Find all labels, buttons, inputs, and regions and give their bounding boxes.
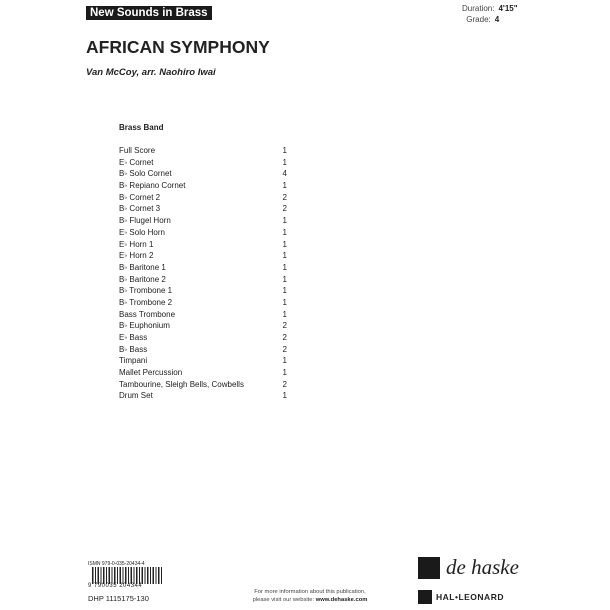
instrument-label: Cornet 3	[127, 204, 161, 214]
flat-icon: ♭	[124, 206, 128, 213]
instrument-row	[119, 227, 287, 239]
instrument-label: Full Score	[119, 146, 156, 155]
flat-icon: ♭	[124, 264, 128, 271]
instrument-qty: 2	[282, 321, 287, 331]
instrument-label: Baritone 1	[127, 262, 166, 272]
instrument-label: Bass	[127, 344, 148, 354]
instrument-qty: 1	[282, 356, 287, 366]
instrument-label: Timpani	[119, 356, 148, 366]
key-letter: B	[119, 181, 125, 191]
instrument-label: Horn 1	[127, 239, 154, 249]
flat-icon: ♭	[124, 218, 128, 225]
flat-icon: ♭	[124, 346, 128, 353]
instrument-row	[119, 250, 287, 262]
flat-icon: ♭	[124, 253, 128, 260]
instrument-qty: 1	[282, 157, 287, 167]
instrument-name	[119, 168, 172, 180]
instrument-label: Trombone 2	[127, 297, 173, 307]
instrument-name	[119, 332, 147, 344]
instrument-label: Baritone 2	[127, 274, 166, 284]
instrument-qty: 1	[282, 274, 287, 284]
instrument-label: Solo Horn	[127, 227, 165, 237]
section-heading: Brass Band	[119, 123, 164, 132]
distributor-name: HAL•LEONARD	[436, 592, 504, 602]
instrument-name	[119, 344, 147, 356]
flat-icon: ♭	[124, 229, 128, 236]
instrument-name	[119, 320, 170, 332]
instrument-row	[119, 309, 287, 321]
grade-value: 4	[494, 15, 500, 24]
instrument-row	[119, 390, 287, 402]
key-letter: B	[119, 216, 125, 226]
instrument-label: Trombone 1	[127, 286, 173, 296]
flat-icon: ♭	[124, 276, 128, 283]
key-letter: B	[119, 192, 125, 202]
flat-icon: ♭	[124, 241, 128, 248]
instrument-row	[119, 320, 287, 332]
instrument-label: Mallet Percussion	[119, 368, 183, 378]
flat-icon: ♭	[124, 335, 128, 341]
key-letter: B	[119, 286, 125, 296]
flat-icon: ♭	[124, 323, 128, 330]
instrument-row	[119, 367, 287, 379]
instrument-qty: 1	[282, 297, 287, 307]
flat-icon: ♭	[124, 171, 128, 178]
instrument-label: Bass Trombone	[119, 309, 176, 319]
instrument-qty: 2	[282, 333, 287, 342]
duration-value: 4'15"	[498, 4, 518, 13]
instrument-qty: 2	[282, 379, 287, 389]
instrument-row	[119, 285, 287, 297]
instrument-row	[119, 332, 287, 344]
instrument-label: Horn 2	[127, 251, 154, 261]
title: AFRICAN SYMPHONY	[86, 37, 270, 57]
key-letter: E	[119, 239, 125, 249]
instrument-label: Solo Cornet	[127, 169, 172, 179]
instrument-row	[119, 239, 287, 251]
instrument-name	[119, 157, 153, 169]
publisher-name: de haske	[446, 555, 519, 579]
key-letter: B	[119, 204, 125, 214]
key-letter: B	[119, 297, 125, 307]
key-letter: B	[119, 344, 125, 354]
duration-label: Duration:	[462, 4, 495, 13]
instrument-row	[119, 157, 287, 169]
instrument-name	[119, 250, 153, 262]
instrument-name	[119, 215, 171, 227]
instrument-qty: 2	[282, 204, 287, 214]
composer: Van McCoy, arr. Naohiro Iwai	[86, 67, 216, 78]
instrument-label: Flugel Horn	[127, 216, 171, 226]
instrument-name	[119, 297, 172, 309]
instrument-label: Euphonium	[127, 321, 170, 331]
instrument-qty: 1	[282, 286, 287, 296]
barcode	[92, 567, 162, 584]
instrument-name	[119, 309, 175, 321]
instrument-qty: 1	[282, 181, 287, 191]
instrument-qty: 4	[282, 169, 287, 179]
meta-info	[462, 3, 518, 25]
key-letter: B	[119, 274, 125, 284]
key-letter: E	[119, 333, 125, 342]
hal-leonard-mark-icon	[418, 590, 432, 604]
instrument-name	[119, 367, 182, 379]
instrument-label: Cornet 2	[127, 192, 161, 202]
grade-label: Grade:	[466, 15, 491, 24]
instrument-qty: 1	[282, 368, 287, 378]
flat-icon: ♭	[124, 159, 128, 166]
instrument-qty: 1	[282, 146, 287, 155]
instrument-name	[119, 227, 165, 239]
instrument-row	[119, 262, 287, 274]
instrument-label: Repiano Cornet	[127, 181, 186, 191]
instrument-list	[119, 145, 287, 402]
flat-icon: ♭	[124, 288, 128, 295]
instrument-name	[119, 285, 172, 297]
catalog-number: DHP 1115175-130	[88, 594, 149, 603]
instrument-row	[119, 192, 287, 204]
instrument-name	[119, 390, 153, 402]
instrument-name	[119, 203, 160, 215]
instrument-name	[119, 355, 147, 367]
instrument-qty: 1	[282, 227, 287, 237]
instrument-row	[119, 344, 287, 356]
instrument-name	[119, 180, 185, 192]
instrument-qty: 1	[282, 251, 287, 261]
instrument-label: Cornet	[127, 157, 154, 167]
series-label: New Sounds in Brass	[86, 6, 212, 20]
instrument-qty: 2	[282, 192, 287, 202]
instrument-name	[119, 262, 166, 274]
flat-icon: ♭	[124, 183, 128, 190]
instrument-name	[119, 239, 153, 251]
instrument-qty: 1	[282, 391, 287, 401]
instrument-qty: 1	[282, 239, 287, 249]
instrument-qty: 1	[282, 216, 287, 226]
key-letter: B	[119, 321, 125, 331]
website-link[interactable]: www.dehaske.com	[315, 597, 368, 603]
instrument-label: Bass	[127, 333, 148, 342]
instrument-row	[119, 168, 287, 180]
instrument-label: Tambourine, Sleigh Bells, Cowbells	[119, 379, 244, 389]
instrument-qty: 1	[282, 262, 287, 272]
instrument-row	[119, 180, 287, 192]
barcode-number: 9 790035 204344	[88, 583, 143, 589]
dehaske-mark-icon	[418, 557, 440, 579]
key-letter: E	[119, 227, 125, 237]
key-letter: E	[119, 251, 125, 261]
info-line: For more information about this publication,	[254, 589, 366, 595]
instrument-name	[119, 379, 244, 391]
instrument-name	[119, 274, 166, 286]
instrument-qty: 1	[282, 309, 287, 319]
key-letter: B	[119, 262, 125, 272]
instrument-row	[119, 274, 287, 286]
instrument-qty: 2	[282, 344, 287, 354]
instrument-row	[119, 145, 287, 157]
flat-icon: ♭	[124, 194, 128, 201]
instrument-row	[119, 215, 287, 227]
dehaske-logo	[418, 555, 519, 580]
key-letter: B	[119, 169, 125, 179]
ismn: ISMN 979-0-035-20434-4	[88, 561, 145, 567]
info-text	[230, 588, 390, 604]
instrument-row	[119, 203, 287, 215]
instrument-row	[119, 379, 287, 391]
instrument-name	[119, 192, 160, 204]
hal-leonard-logo	[418, 590, 504, 604]
instrument-name	[119, 145, 155, 157]
key-letter: E	[119, 157, 125, 167]
flat-icon: ♭	[124, 299, 128, 306]
info-line: please visit our website:	[252, 597, 315, 603]
instrument-row	[119, 355, 287, 367]
instrument-label: Drum Set	[119, 391, 153, 401]
instrument-row	[119, 297, 287, 309]
